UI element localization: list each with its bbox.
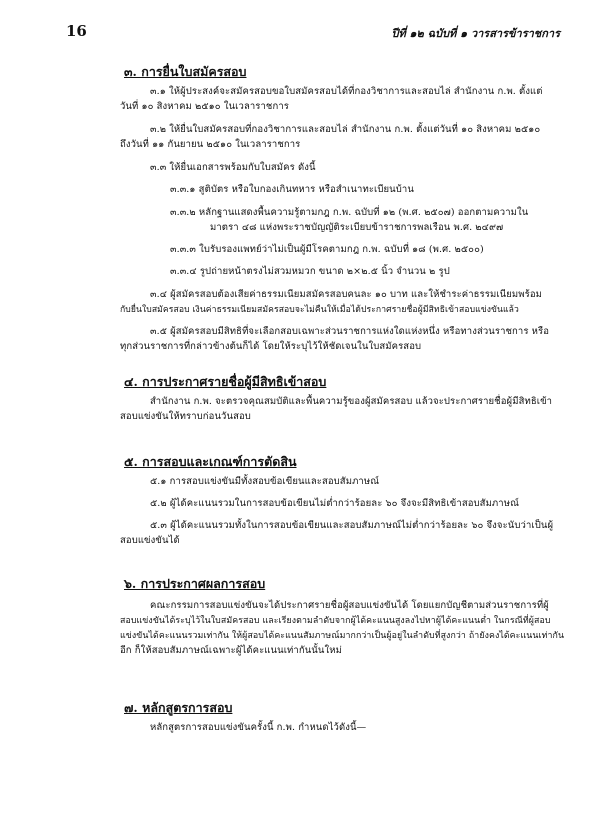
paragraph-line: ๓.๓.๑ สูติบัตร หรือใบกองเกินทหาร หรือสำเนาทะเบียนบ้าน (170, 184, 414, 195)
section-title-4: ๔. การประกาศรายชื่อผู้มีสิทธิเข้าสอบ (124, 374, 327, 389)
paragraph-line: สอบแข่งขันได้ (120, 535, 180, 546)
section-title-3: ๓. การยื่นใบสมัครสอบ (124, 64, 247, 79)
paragraph-line: คณะกรรมการสอบแข่งขันจะได้ประกาศรายชื่อผู้สอบแข่งขันได้ โดยแยกบัญชีตามส่วนราชการที่ผู้ (150, 600, 549, 611)
paragraph-line: มาตรา ๔๘ แห่งพระราชบัญญัติระเบียบข้าราชการพลเรือน พ.ศ. ๒๔๙๗ (210, 222, 504, 233)
paragraph-line: ๓.๓.๔ รูปถ่ายหน้าตรงไม่สวมหมวก ขนาด ๒×๒.๕ นิ้ว จำนวน ๒ รูป (170, 266, 450, 277)
paragraph-line: ๓.๓ ให้ยื่นเอกสารพร้อมกับใบสมัคร ดังนี้ (150, 162, 316, 173)
paragraph-line: ๓.๔ ผู้สมัครสอบต้องเสียค่าธรรมเนียมสมัครสอบคนละ ๑๐ บาท และให้ชำระค่าธรรมเนียมพร้อม (150, 289, 543, 300)
paragraph-line: ๕.๓ ผู้ได้คะแนนรวมทั้งในการสอบข้อเขียนและสอบสัมภาษณ์ไม่ต่ำกว่าร้อยละ ๖๐ จึงจะนับว่าเป็นผู้ (150, 520, 554, 531)
paragraph-line: ๓.๒ ให้ยื่นใบสมัครสอบที่กองวิชาการและสอบไล่ สำนักงาน ก.พ. ตั้งแต่วันที่ ๑๐ สิงหาคม ๒๕๑๐ (150, 124, 541, 135)
paragraph-line: แข่งขันได้คะแนนรวมเท่ากัน ให้ผู้สอบได้คะแนนสัมภาษณ์มากกว่าเป็นผู้อยู่ในลำดับที่สูงกว่า ถ้ายังคงได้คะแนนเท่ากัน (120, 631, 565, 641)
section-title-6: ๖. การประกาศผลการสอบ (124, 576, 266, 591)
paragraph-line: ๕.๑ การสอบแข่งขันมีทั้งสอบข้อเขียนและสอบสัมภาษณ์ (150, 476, 380, 487)
paragraph-line: สำนักงาน ก.พ. จะตรวจคุณสมบัติและพื้นความรู้ของผู้สมัครสอบ แล้วจะประกาศรายชื่อผู้มีสิทธิเข้า (150, 396, 553, 407)
paragraph-line: หลักสูตรการสอบแข่งขันครั้งนี้ ก.พ. กำหนดไว้ดังนี้— (150, 722, 367, 733)
paragraph-line: สอบแข่งขันให้ทราบก่อนวันสอบ (120, 411, 251, 422)
page-number: 16 (66, 22, 87, 40)
paragraph-line: สอบแข่งขันได้ระบุไว้ในใบสมัครสอบ และเรียงตามลำดับจากผู้ได้คะแนนสูงลงไปหาผู้ได้คะแนนต่ำ ในกรณีที่ผู้สอบ (120, 616, 551, 626)
paragraph-line: ๕.๒ ผู้ได้คะแนนรวมในการสอบข้อเขียนไม่ต่ำกว่าร้อยละ ๖๐ จึงจะมีสิทธิเข้าสอบสัมภาษณ์ (150, 498, 519, 509)
paragraph-line: ๓.๕ ผู้สมัครสอบมีสิทธิที่จะเลือกสอบเฉพาะส่วนราชการแห่งใดแห่งหนึ่ง หรือทางส่วนราชการ หรือ (150, 326, 550, 337)
section-title-5: ๕. การสอบและเกณฑ์การตัดสิน (124, 454, 297, 469)
paragraph-line: กับยื่นใบสมัครสอบ เงินค่าธรรมเนียมสมัครสอบจะไม่คืนให้เมื่อได้ประกาศรายชื่อผู้มีสิทธิเข้าสอบแข่งขันแล้ว (120, 305, 519, 315)
running-head: ปีที่ ๑๒ ฉบับที่ ๑ วารสารข้าราชการ (391, 27, 560, 40)
paragraph-line: ๓.๓.๒ หลักฐานแสดงพื้นความรู้ตามกฎ ก.พ. ฉบับที่ ๑๒ (พ.ศ. ๒๕๐๗) ออกตามความใน (170, 207, 529, 218)
paragraph-line: อีก ก็ให้สอบสัมภาษณ์เฉพาะผู้ได้คะแนนเท่ากันนั้นใหม่ (120, 645, 342, 656)
paragraph-line: ๓.๑ ให้ผู้ประสงค์จะสมัครสอบขอใบสมัครสอบได้ที่กองวิชาการและสอบไล่ สำนักงาน ก.พ. ตั้งแต่ (150, 86, 543, 97)
section-title-7: ๗. หลักสูตรการสอบ (124, 700, 233, 715)
paragraph-line: วันที่ ๑๐ สิงหาคม ๒๕๑๐ ในเวลาราชการ (120, 101, 289, 112)
paragraph-line: ๓.๓.๓ ใบรับรองแพทย์ว่าไม่เป็นผู้มีโรคตามกฎ ก.พ. ฉบับที่ ๑๘ (พ.ศ. ๒๕๐๐) (170, 244, 484, 255)
paragraph-line: ทุกส่วนราชการที่กล่าวข้างต้นก็ได้ โดยให้ระบุไว้ให้ชัดเจนในใบสมัครสอบ (120, 341, 422, 352)
paragraph-line: ถึงวันที่ ๑๑ กันยายน ๒๕๑๐ ในเวลาราชการ (120, 139, 301, 150)
page-header (66, 22, 560, 44)
